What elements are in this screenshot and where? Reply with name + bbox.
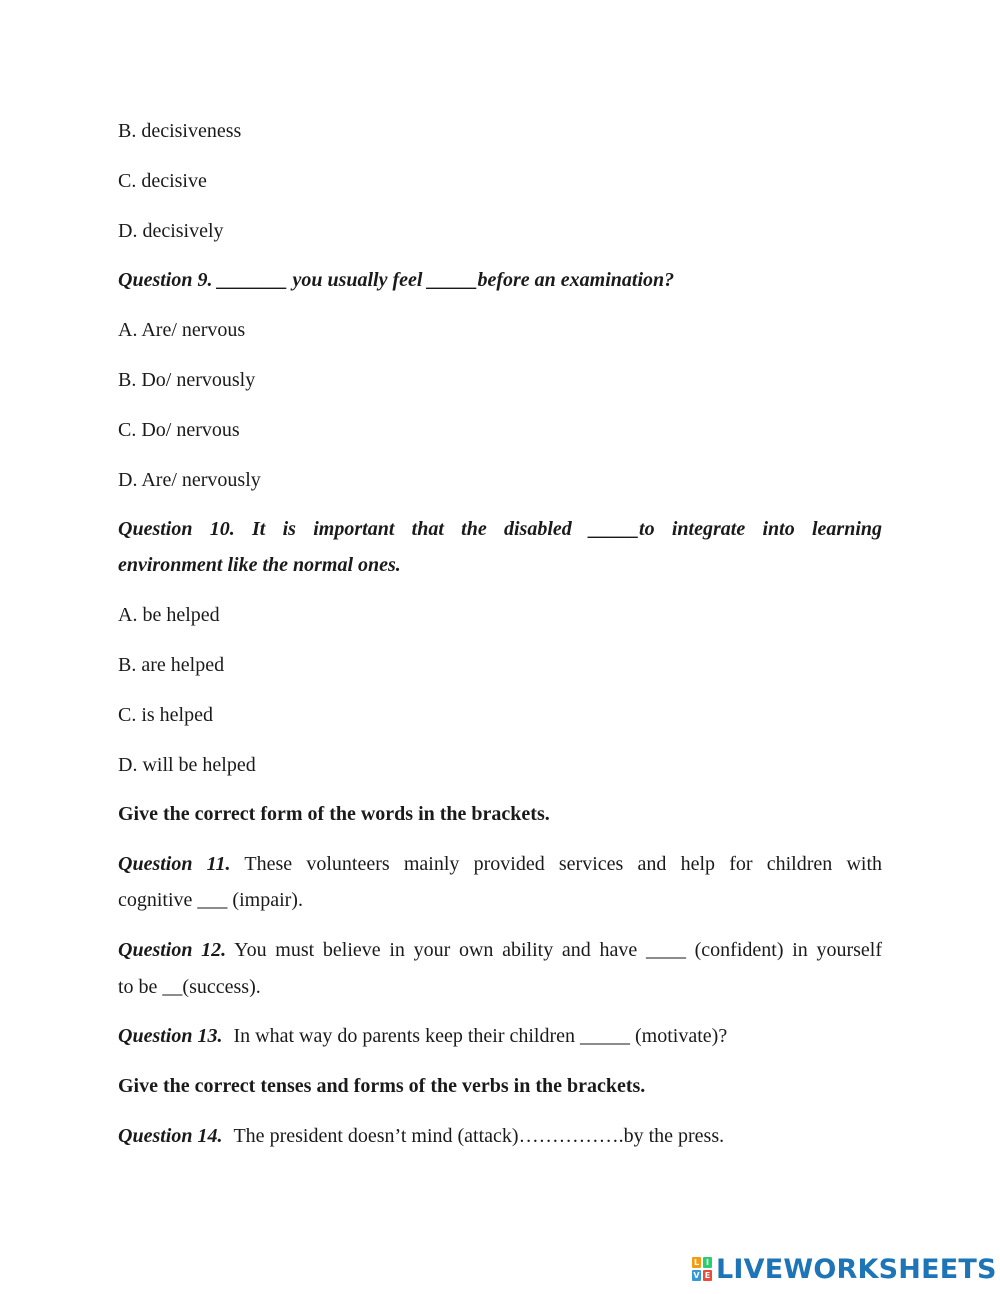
logo-icon-letter: V <box>693 1271 700 1280</box>
q11-line1 <box>118 846 882 882</box>
liveworksheets-logo-text: LIVEWORKSHEETS <box>716 1253 997 1285</box>
q11-text: These volunteers mainly provided services and help for children with <box>244 853 883 875</box>
section-heading-verbs: Give the correct tenses and forms of the verbs in the brackets. <box>118 1075 646 1097</box>
q10-prompt-line2: environment like the normal ones. <box>118 554 401 576</box>
q8-option-b: B. decisiveness <box>118 120 242 142</box>
logo-icon-letter: E <box>704 1271 711 1280</box>
section-heading-word-form: Give the correct form of the words in the brackets. <box>118 803 550 825</box>
q12-text: You must believe in your own ability and have ____ (confident) in yourself <box>234 939 882 961</box>
q12-line2: to be __(success). <box>118 976 261 998</box>
q9-option-a: A. Are/ nervous <box>118 319 246 341</box>
q13-text: In what way do parents keep their children _____ (motivate)? <box>233 1025 728 1047</box>
q8-option-d: D. decisively <box>118 220 224 242</box>
q10-option-a: A. be helped <box>118 604 220 626</box>
q14-label: Question 14. <box>118 1125 223 1147</box>
q10-prompt-line1: Question 10. It is important that the disabled _____to integrate into learning <box>118 518 882 540</box>
logo-icon-letter: L <box>693 1258 700 1267</box>
q9-option-c: C. Do/ nervous <box>118 419 240 441</box>
q11-label: Question 11. <box>118 853 231 875</box>
q11-line2: cognitive ___ (impair). <box>118 889 303 911</box>
q14-text: The president doesn’t mind (attack)…………….by the press. <box>233 1125 725 1147</box>
q10-option-d: D. will be helped <box>118 754 256 776</box>
q10-option-b: B. are helped <box>118 654 225 676</box>
q9-option-b: B. Do/ nervously <box>118 369 256 391</box>
q12-label: Question 12. <box>118 939 227 961</box>
q13-line <box>118 1018 882 1054</box>
q13-label: Question 13. <box>118 1025 223 1047</box>
logo-icon-letter: I <box>703 1257 712 1268</box>
q8-option-c: C. decisive <box>118 170 207 192</box>
q12-line1 <box>118 932 882 968</box>
q10-option-c: C. is helped <box>118 704 213 726</box>
liveworksheets-logo-icon <box>692 1257 712 1281</box>
q9-prompt: Question 9. _______ you usually feel _____before an examination? <box>118 269 675 291</box>
q14-line <box>118 1118 882 1154</box>
q9-option-d: D. Are/ nervously <box>118 469 261 491</box>
liveworksheets-logo[interactable] <box>692 1252 997 1286</box>
